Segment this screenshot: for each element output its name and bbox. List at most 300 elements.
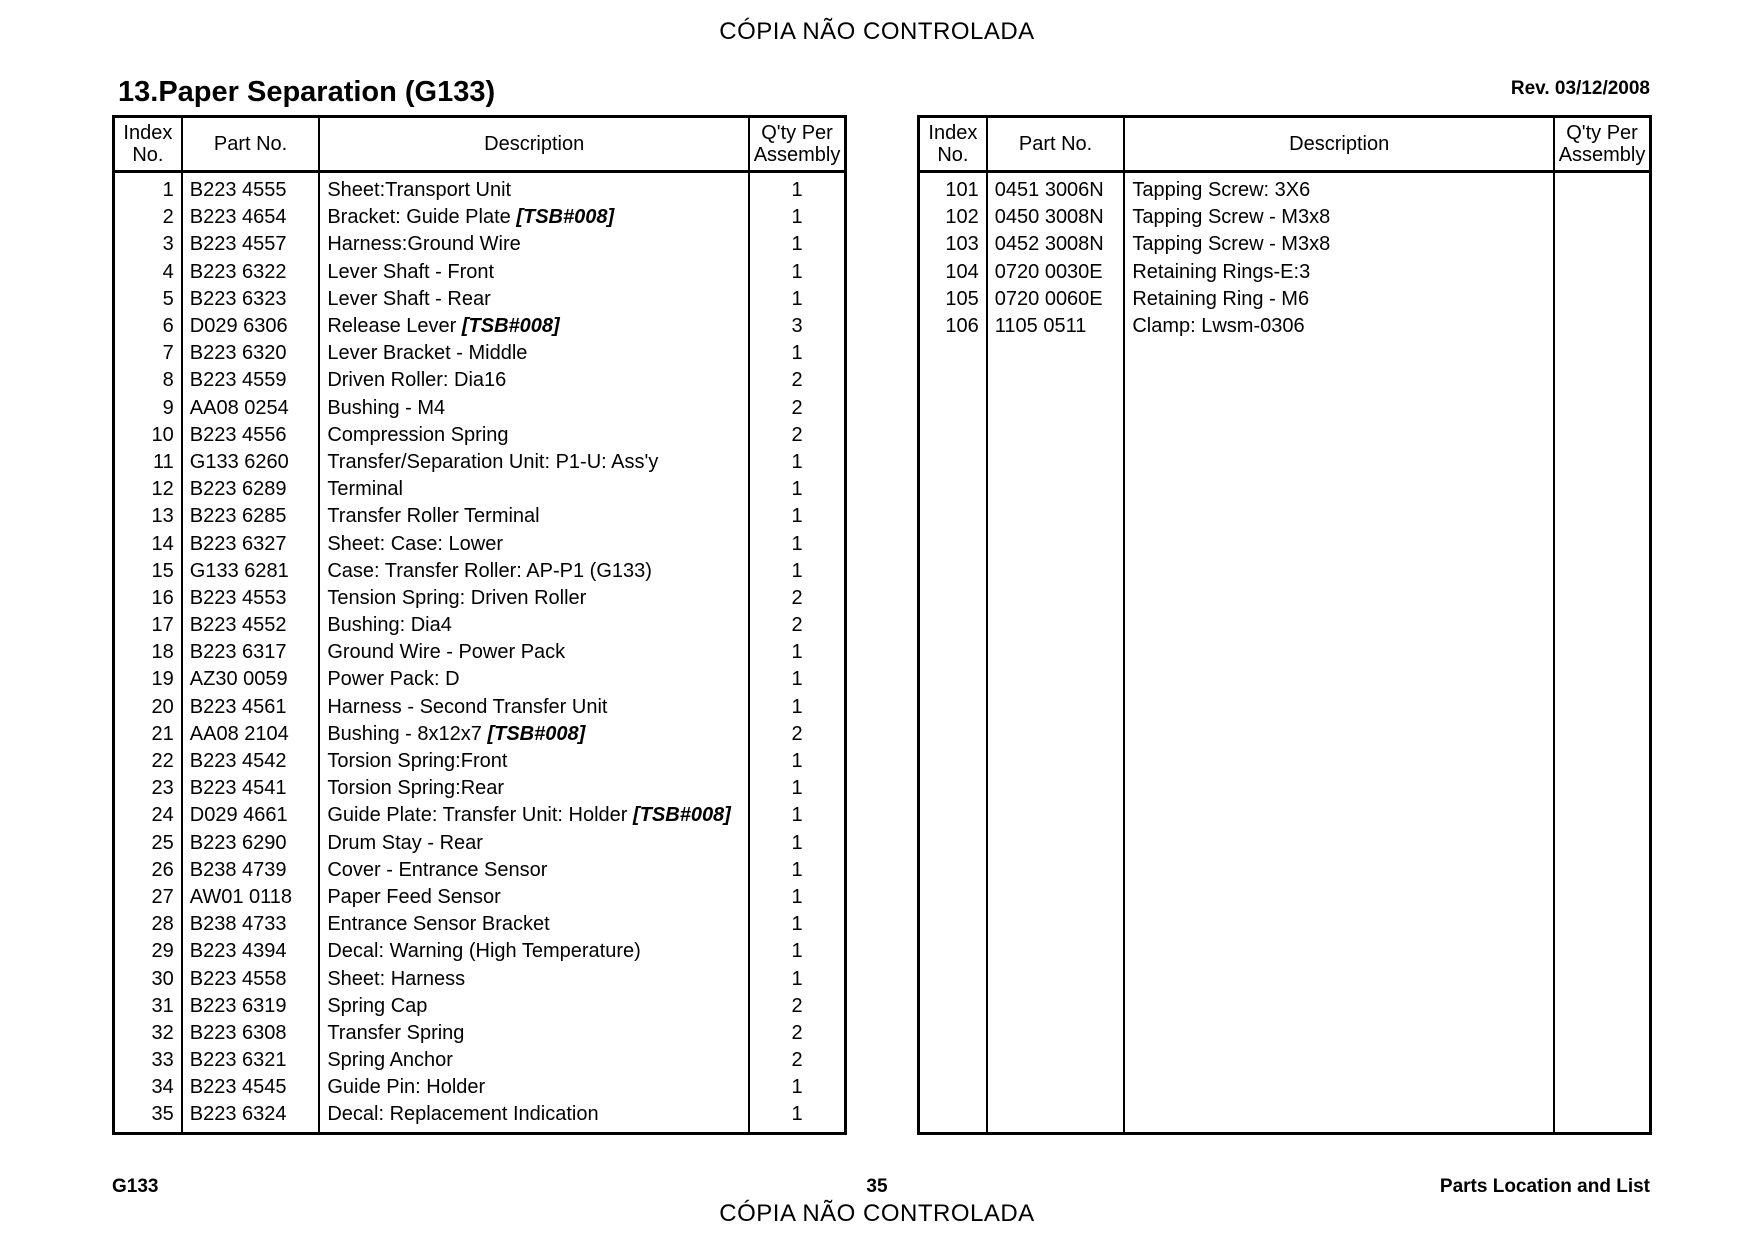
- table-row: [114, 204, 846, 231]
- description-cell: [319, 204, 749, 231]
- table-row: [114, 259, 846, 286]
- empty-cell: [919, 721, 987, 748]
- empty-cell: [1554, 748, 1650, 775]
- empty-cell: [1124, 476, 1554, 503]
- part-number-cell: B223 4558: [182, 965, 320, 992]
- empty-cell: [1554, 422, 1650, 449]
- index-cell: 31: [151, 994, 174, 1017]
- description-cell: [319, 721, 749, 748]
- description-cell: [319, 911, 749, 938]
- index-cell: 104: [945, 260, 979, 283]
- empty-cell: [1124, 721, 1554, 748]
- qty-cell: 1: [749, 340, 845, 367]
- part-number-cell: B223 4541: [182, 775, 320, 802]
- description-cell: [319, 286, 749, 313]
- description-text: Sheet: Case: Lower: [327, 532, 503, 555]
- empty-cell: [1124, 340, 1554, 367]
- empty-cell: [919, 367, 987, 394]
- description-cell: [319, 340, 749, 367]
- part-number-cell: B223 4542: [182, 748, 320, 775]
- empty-cell: [987, 775, 1125, 802]
- table-row: [919, 503, 1651, 530]
- index-cell: 106: [945, 315, 979, 338]
- description-cell: [1124, 286, 1554, 313]
- table-row: [919, 884, 1651, 911]
- part-number-cell: B223 6289: [182, 476, 320, 503]
- empty-cell: [987, 530, 1125, 557]
- empty-cell: [987, 830, 1125, 857]
- empty-cell: [1554, 585, 1650, 612]
- part-number-cell: B223 6321: [182, 1047, 320, 1074]
- index-cell: 105: [945, 287, 979, 310]
- description-cell: [1124, 172, 1554, 205]
- empty-cell: [1124, 395, 1554, 422]
- index-cell: 21: [151, 722, 174, 745]
- index-cell: 101: [945, 179, 979, 202]
- qty-cell: 1: [749, 503, 845, 530]
- empty-cell: [919, 612, 987, 639]
- description-text: Sheet: Harness: [327, 967, 466, 990]
- index-cell: 23: [151, 777, 174, 800]
- empty-cell: [919, 558, 987, 585]
- empty-cell: [1124, 1074, 1554, 1101]
- qty-cell: 1: [749, 965, 845, 992]
- empty-cell: [919, 340, 987, 367]
- description-text: Retaining Ring - M6: [1132, 287, 1310, 310]
- table-row: [114, 802, 846, 829]
- table-row: [114, 503, 846, 530]
- qty-cell: 1: [749, 476, 845, 503]
- empty-cell: [987, 340, 1125, 367]
- table-row: [919, 666, 1651, 693]
- part-number-cell: B238 4733: [182, 911, 320, 938]
- description-cell: [319, 666, 749, 693]
- empty-cell: [919, 884, 987, 911]
- empty-cell: [1554, 993, 1650, 1020]
- qty-cell: [1554, 172, 1650, 205]
- part-number-cell: B223 4394: [182, 938, 320, 965]
- empty-cell: [919, 530, 987, 557]
- index-cell: 34: [151, 1076, 174, 1099]
- table-row: [114, 449, 846, 476]
- index-cell: 12: [151, 478, 174, 501]
- table-row: [114, 1101, 846, 1133]
- part-number-cell: 0451 3006N: [987, 172, 1125, 205]
- qty-cell: 2: [749, 612, 845, 639]
- index-cell: 6: [162, 315, 174, 338]
- empty-cell: [1554, 558, 1650, 585]
- empty-cell: [1554, 639, 1650, 666]
- empty-cell: [919, 449, 987, 476]
- empty-cell: [1554, 694, 1650, 721]
- description-cell: [319, 1101, 749, 1133]
- qty-cell: 1: [749, 938, 845, 965]
- table-row: [919, 530, 1651, 557]
- description-cell: [319, 503, 749, 530]
- empty-cell: [919, 639, 987, 666]
- table-row: [919, 259, 1651, 286]
- empty-cell: [1554, 666, 1650, 693]
- table-row: [919, 938, 1651, 965]
- description-cell: [319, 449, 749, 476]
- empty-cell: [1124, 585, 1554, 612]
- table-row: [114, 884, 846, 911]
- table-row: [919, 830, 1651, 857]
- empty-cell: [919, 1074, 987, 1101]
- empty-cell: [1124, 367, 1554, 394]
- qty-cell: 2: [749, 422, 845, 449]
- table-row: [919, 313, 1651, 340]
- empty-cell: [1554, 503, 1650, 530]
- description-cell: [319, 857, 749, 884]
- description-text: Decal: Warning (High Temperature): [327, 940, 641, 963]
- table-row: [919, 1047, 1651, 1074]
- empty-cell: [1124, 666, 1554, 693]
- qty-cell: 1: [749, 259, 845, 286]
- description-text: Tapping Screw: 3X6: [1132, 179, 1311, 202]
- description-text: Tapping Screw - M3x8: [1132, 233, 1331, 256]
- index-cell: 25: [151, 831, 174, 854]
- qty-cell: 1: [749, 172, 845, 205]
- index-cell: 27: [151, 885, 174, 908]
- watermark-top: CÓPIA NÃO CONTROLADA: [719, 18, 1035, 45]
- header-index: Index No.: [114, 117, 182, 172]
- table-row: [114, 639, 846, 666]
- empty-cell: [1124, 748, 1554, 775]
- table-row: [919, 775, 1651, 802]
- header-description: Description: [1124, 117, 1554, 172]
- index-cell: 7: [162, 342, 174, 365]
- index-cell: 33: [151, 1049, 174, 1072]
- part-number-cell: D029 4661: [182, 802, 320, 829]
- index-cell: 103: [945, 233, 979, 256]
- revision-date: Rev. 03/12/2008: [1510, 78, 1650, 99]
- index-cell: 13: [151, 505, 174, 528]
- qty-cell: 2: [749, 395, 845, 422]
- empty-cell: [919, 585, 987, 612]
- qty-cell: [1554, 259, 1650, 286]
- description-text: Lever Bracket - Middle: [327, 342, 528, 365]
- part-number-cell: AA08 0254: [182, 395, 320, 422]
- table-row: [919, 639, 1651, 666]
- empty-cell: [1554, 476, 1650, 503]
- part-number-cell: B223 4559: [182, 367, 320, 394]
- part-number-cell: B223 6323: [182, 286, 320, 313]
- tsb-reference: [TSB#008]: [633, 804, 731, 827]
- empty-cell: [987, 666, 1125, 693]
- empty-cell: [987, 802, 1125, 829]
- description-text: Lever Shaft - Rear: [327, 287, 491, 310]
- description-text: Driven Roller: Dia16: [327, 369, 507, 392]
- table-row: [919, 231, 1651, 258]
- empty-cell: [919, 802, 987, 829]
- index-cell: 17: [151, 614, 174, 637]
- description-text: Sheet:Transport Unit: [327, 179, 512, 202]
- empty-cell: [1124, 775, 1554, 802]
- index-cell: 18: [151, 641, 174, 664]
- index-cell: 11: [153, 450, 174, 473]
- footer-model: G133: [112, 1176, 159, 1197]
- qty-cell: 2: [749, 585, 845, 612]
- empty-cell: [1554, 857, 1650, 884]
- table-row: [919, 585, 1651, 612]
- empty-cell: [987, 367, 1125, 394]
- part-number-cell: B223 4545: [182, 1074, 320, 1101]
- description-text: Decal: Replacement Indication: [327, 1103, 599, 1126]
- qty-cell: 1: [749, 1074, 845, 1101]
- description-text: Harness - Second Transfer Unit: [327, 695, 608, 718]
- description-cell: [319, 1020, 749, 1047]
- table-row: [114, 1047, 846, 1074]
- table-row: [919, 422, 1651, 449]
- empty-cell: [919, 503, 987, 530]
- empty-cell: [919, 748, 987, 775]
- description-cell: [319, 1074, 749, 1101]
- empty-cell: [1554, 775, 1650, 802]
- empty-cell: [1124, 612, 1554, 639]
- description-text: Compression Spring: [327, 423, 509, 446]
- empty-cell: [919, 1047, 987, 1074]
- description-cell: [1124, 231, 1554, 258]
- index-cell: 30: [151, 967, 174, 990]
- index-cell: 15: [151, 559, 174, 582]
- index-cell: 29: [151, 940, 174, 963]
- empty-cell: [1554, 367, 1650, 394]
- empty-cell: [919, 395, 987, 422]
- empty-cell: [1124, 530, 1554, 557]
- part-number-cell: B223 6320: [182, 340, 320, 367]
- description-cell: [319, 884, 749, 911]
- index-cell: 5: [162, 287, 174, 310]
- table-row: [919, 395, 1651, 422]
- empty-cell: [1554, 395, 1650, 422]
- empty-cell: [919, 993, 987, 1020]
- table-row: [114, 1020, 846, 1047]
- empty-cell: [1554, 449, 1650, 476]
- empty-cell: [987, 748, 1125, 775]
- empty-cell: [1124, 965, 1554, 992]
- description-cell: [319, 612, 749, 639]
- index-cell: 26: [151, 858, 174, 881]
- table-row: [114, 1074, 846, 1101]
- empty-cell: [987, 694, 1125, 721]
- empty-cell: [987, 857, 1125, 884]
- description-text: Transfer Spring: [327, 1021, 465, 1044]
- empty-cell: [1124, 1101, 1554, 1133]
- empty-cell: [1124, 830, 1554, 857]
- qty-cell: 1: [749, 530, 845, 557]
- part-number-cell: 0720 0060E: [987, 286, 1125, 313]
- page-title: 13.Paper Separation (G133): [118, 76, 496, 108]
- table-row: [919, 748, 1651, 775]
- part-number-cell: 1105 0511: [987, 313, 1125, 340]
- table-row: [114, 857, 846, 884]
- part-number-cell: G133 6260: [182, 449, 320, 476]
- empty-cell: [1124, 422, 1554, 449]
- qty-cell: 1: [749, 748, 845, 775]
- description-cell: [319, 172, 749, 205]
- empty-cell: [1554, 938, 1650, 965]
- parts-table-right: [917, 115, 1652, 1135]
- index-cell: 20: [151, 695, 174, 718]
- index-cell: 2: [162, 206, 174, 229]
- table-row: [919, 721, 1651, 748]
- table-row: [114, 476, 846, 503]
- empty-cell: [1124, 938, 1554, 965]
- description-text: Terminal: [327, 478, 403, 501]
- empty-cell: [919, 965, 987, 992]
- description-text: Tension Spring: Driven Roller: [327, 586, 587, 609]
- empty-cell: [987, 422, 1125, 449]
- empty-cell: [987, 612, 1125, 639]
- qty-cell: 1: [749, 558, 845, 585]
- table-row: [114, 830, 846, 857]
- header-qty: Q'ty Per Assembly: [1554, 117, 1650, 172]
- part-number-cell: B223 4561: [182, 694, 320, 721]
- part-number-cell: AA08 2104: [182, 721, 320, 748]
- empty-cell: [1124, 911, 1554, 938]
- table-row: [919, 857, 1651, 884]
- part-number-cell: B223 6285: [182, 503, 320, 530]
- table-row: [114, 694, 846, 721]
- qty-cell: 2: [749, 721, 845, 748]
- part-number-cell: G133 6281: [182, 558, 320, 585]
- part-number-cell: 0450 3008N: [987, 204, 1125, 231]
- table-row: [919, 1074, 1651, 1101]
- table-row: [919, 612, 1651, 639]
- part-number-cell: B223 4553: [182, 585, 320, 612]
- table-row: [919, 286, 1651, 313]
- empty-cell: [1554, 884, 1650, 911]
- qty-cell: 1: [749, 286, 845, 313]
- empty-cell: [1124, 884, 1554, 911]
- part-number-cell: B223 4654: [182, 204, 320, 231]
- description-text: Retaining Rings-E:3: [1132, 260, 1311, 283]
- description-cell: [319, 558, 749, 585]
- part-number-cell: B223 6324: [182, 1101, 320, 1133]
- table-row: [114, 558, 846, 585]
- empty-cell: [987, 721, 1125, 748]
- header-description: Description: [319, 117, 749, 172]
- description-text: Entrance Sensor Bracket: [327, 913, 550, 936]
- qty-cell: 2: [749, 993, 845, 1020]
- empty-cell: [919, 422, 987, 449]
- part-number-cell: 0720 0030E: [987, 259, 1125, 286]
- empty-cell: [919, 938, 987, 965]
- empty-cell: [1124, 449, 1554, 476]
- empty-cell: [1554, 1047, 1650, 1074]
- empty-cell: [987, 1047, 1125, 1074]
- table-row: [114, 367, 846, 394]
- description-cell: [1124, 204, 1554, 231]
- qty-cell: 1: [749, 802, 845, 829]
- part-number-cell: B223 4557: [182, 231, 320, 258]
- description-cell: [319, 1047, 749, 1074]
- part-number-cell: B223 6317: [182, 639, 320, 666]
- table-row: [114, 585, 846, 612]
- empty-cell: [1124, 503, 1554, 530]
- tsb-reference: [TSB#008]: [516, 206, 615, 229]
- qty-cell: 2: [749, 1020, 845, 1047]
- qty-cell: 1: [749, 666, 845, 693]
- table-row: [919, 993, 1651, 1020]
- part-number-cell: B223 6322: [182, 259, 320, 286]
- empty-cell: [1124, 694, 1554, 721]
- table-row: [114, 612, 846, 639]
- description-text: Power Pack: D: [327, 668, 460, 691]
- table-row: [114, 172, 846, 205]
- description-cell: [319, 830, 749, 857]
- description-text: Bushing - 8x12x7: [327, 722, 488, 745]
- description-cell: [319, 476, 749, 503]
- qty-cell: 1: [749, 884, 845, 911]
- part-number-cell: 0452 3008N: [987, 231, 1125, 258]
- part-number-cell: B223 6327: [182, 530, 320, 557]
- description-text: Harness:Ground Wire: [327, 233, 521, 256]
- description-text: Bushing: Dia4: [327, 614, 452, 637]
- index-cell: 102: [945, 206, 979, 229]
- index-cell: 32: [151, 1021, 174, 1044]
- empty-cell: [987, 1074, 1125, 1101]
- description-cell: [319, 639, 749, 666]
- part-number-cell: B223 4552: [182, 612, 320, 639]
- index-cell: 14: [151, 532, 174, 555]
- qty-cell: 1: [749, 830, 845, 857]
- part-number-cell: B223 6308: [182, 1020, 320, 1047]
- description-text: Release Lever: [327, 315, 462, 338]
- description-text: Cover - Entrance Sensor: [327, 858, 548, 881]
- header-qty: Q'ty Per Assembly: [749, 117, 845, 172]
- index-cell: 28: [151, 913, 174, 936]
- empty-cell: [987, 503, 1125, 530]
- table-row: [919, 965, 1651, 992]
- empty-cell: [1554, 911, 1650, 938]
- header-index: Index No.: [919, 117, 987, 172]
- empty-cell: [1554, 830, 1650, 857]
- tsb-reference: [TSB#008]: [461, 315, 560, 338]
- empty-cell: [987, 558, 1125, 585]
- empty-cell: [919, 775, 987, 802]
- empty-cell: [1554, 1074, 1650, 1101]
- qty-cell: [1554, 286, 1650, 313]
- empty-cell: [987, 938, 1125, 965]
- empty-cell: [1554, 721, 1650, 748]
- footer-page-number: 35: [866, 1176, 888, 1197]
- empty-cell: [1554, 965, 1650, 992]
- empty-cell: [1124, 802, 1554, 829]
- table-row: [114, 530, 846, 557]
- part-number-cell: AW01 0118: [182, 884, 320, 911]
- qty-cell: 1: [749, 911, 845, 938]
- description-cell: [319, 802, 749, 829]
- qty-cell: [1554, 231, 1650, 258]
- table-row: [919, 367, 1651, 394]
- empty-cell: [1554, 612, 1650, 639]
- part-number-cell: B238 4739: [182, 857, 320, 884]
- table-row: [919, 911, 1651, 938]
- description-cell: [319, 938, 749, 965]
- description-cell: [319, 694, 749, 721]
- empty-cell: [987, 395, 1125, 422]
- index-cell: 4: [162, 260, 174, 283]
- table-row: [114, 395, 846, 422]
- table-header-row: [919, 117, 1651, 172]
- table-row: [114, 721, 846, 748]
- qty-cell: 3: [749, 313, 845, 340]
- table-row: [114, 666, 846, 693]
- description-cell: [319, 259, 749, 286]
- description-cell: [1124, 259, 1554, 286]
